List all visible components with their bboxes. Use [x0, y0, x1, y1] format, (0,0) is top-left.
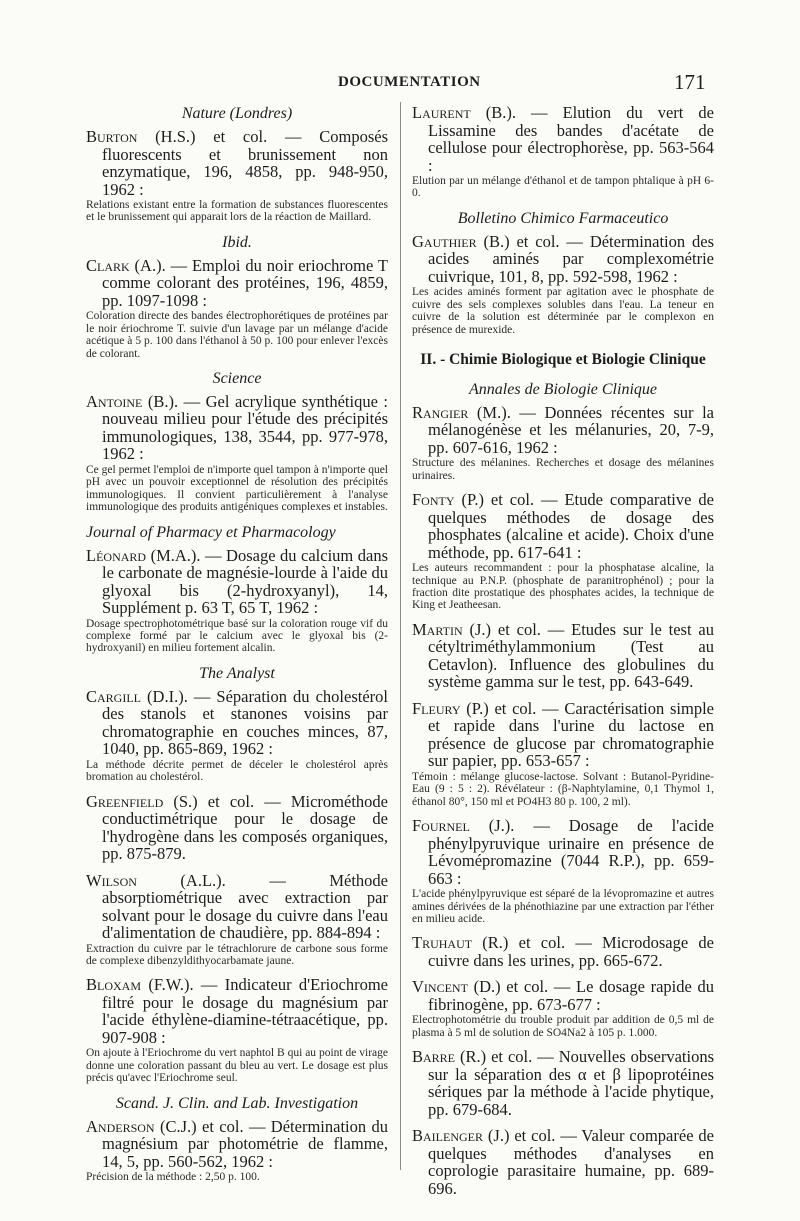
citation — [412, 491, 714, 561]
journal-title: Scand. J. Clin. and Lab. Investigation — [115, 1094, 359, 1112]
bibliography-entry — [412, 978, 714, 1039]
author-name: Léonard — [86, 545, 147, 565]
citation-text: (J.) et col. — Etudes sur le test au cétyltriméthylammonium (Test au Cetavlon). Influence des globulines du système gamma sur le test, pp. 643-649. — [428, 619, 714, 692]
journal-title: Nature (Londres) — [181, 105, 293, 122]
abstract-note: On ajoute à l'Eriochrome du vert naphtol B qui au point de virage donne une coloration passant du bleu au vert. Le dosage est plus précis qu'avec l'Eriochrome seul. — [86, 1047, 388, 1085]
author-name: Fonty — [412, 490, 455, 510]
column-divider — [400, 102, 401, 1170]
citation-text: (P.) et col. — Caractérisation simple et rapide dans l'urine du lactose en présence de glucose par chromatographie sur papier, pp. 653-657 : — [428, 698, 714, 771]
abstract-note: Extraction du cuivre par le tétrachlorure de carbone sous forme de complexe dibenzyldithyocarbamate jaune. — [86, 942, 388, 967]
abstract-note: Coloration directe des bandes électrophorétiques de protéines par le noir ériochrome T. suivie d'un lavage par un mélange d'acide acétique à 5 p. 100 dans l'éthanol à 50 p. 100 pour enlever l'excès de colorant. — [86, 310, 388, 360]
bibliography-entry — [86, 1118, 388, 1184]
citation — [86, 1118, 388, 1171]
citation-text: (J.) et col. — Valeur comparée de quelques méthodes d'analyses en coprologie parasitaire humaine, pp. 689-696. — [428, 1126, 714, 1198]
citation — [412, 104, 714, 174]
abstract-note: Les auteurs recommandent : pour la phosphatase alcaline, la technique au P.N.P. (phosphate de paranitrophénol) ; pour la fraction dite prostatique des phosphates acides, la technique de King et Jeatheesan. — [412, 562, 714, 612]
journal-title: Annales de Biologie Clinique — [469, 380, 657, 398]
author-name: Antoine — [86, 391, 143, 411]
citation — [412, 978, 714, 1013]
citation-text: (P.) et col. — Etude comparative de quelques méthodes de dosage des phosphates (alcaline et acide). Choix d'une méthode, pp. 617-641 : — [428, 490, 714, 562]
citation — [86, 393, 388, 463]
right-column — [412, 104, 714, 1206]
page-number: 171 — [674, 70, 706, 94]
author-name: Bailenger — [412, 1126, 483, 1146]
citation-text: (B.) et col. — Détermination des acides aminés par complexométrie cuivrique, 101, 8, pp. 592-598, 1962 : — [428, 231, 714, 286]
author-name: Fleury — [412, 698, 461, 718]
bibliography-entry — [86, 128, 388, 224]
abstract-note: Relations existant entre la formation de substances fluorescentes et le brunissement qui apparait lors de la réaction de Maillard. — [86, 199, 388, 224]
citation — [86, 128, 388, 198]
author-name: Wilson — [86, 870, 137, 890]
abstract-note: Ce gel permet l'emploi de n'importe quel tampon à n'importe quel pH avec un pouvoir exceptionnel de résolution des précipités immunologiques. Il convient particulièrement à l'analyse immunologique des produits antigéniques complexes et instables. — [86, 463, 388, 514]
citation — [412, 934, 714, 969]
abstract-note: Précision de la méthode : 2,50 p. 100. — [86, 1171, 260, 1184]
citation — [412, 1127, 714, 1197]
author-name: Clark — [86, 255, 130, 275]
citation-text: (A.L.). — Méthode absorptiométrique avec extraction par solvant pour le dosage du cuivre dans l'eau d'alimentation de chaudière, pp. 884-894 : — [102, 870, 388, 943]
author-name: Fournel — [412, 816, 470, 836]
author-name: Laurent — [412, 103, 471, 122]
citation-text: (R.) et col. — Microdosage de cuivre dans les urines, pp. 665-672. — [428, 933, 714, 970]
citation-text: (A.). — Emploi du noir eriochrome T comme colorant des protéines, 196, 4859, pp. 1097-1098 : — [102, 255, 388, 310]
citation — [86, 872, 388, 942]
section-heading: II. - Chimie Biologique et Biologie Clinique — [420, 350, 706, 368]
citation-text: (C.J.) et col. — Détermination du magnésium par photométrie de flamme, 14, 5, pp. 560-562, 1962 : — [102, 1116, 388, 1171]
bibliography-entry — [412, 104, 714, 200]
journal-title: Science — [212, 369, 262, 387]
citation — [86, 688, 388, 758]
citation-text: (B.). — Gel acrylique synthétique : nouveau milieu pour l'étude des précipités immunologiques, 138, 3544, pp. 977-978, 1962 : — [102, 391, 388, 464]
bibliography-entry — [86, 257, 388, 360]
citation — [412, 404, 714, 457]
journal-title: Bolletino Chimico Farmaceutico — [457, 209, 669, 227]
bibliography-entry — [86, 547, 388, 655]
bibliography-entry — [412, 404, 714, 482]
bibliography-entry — [86, 688, 388, 784]
author-name: Truhaut — [412, 933, 473, 953]
author-name: Anderson — [86, 1116, 155, 1136]
author-name: Barre — [412, 1047, 456, 1067]
citation-text: (S.) et col. — Microméthode conductimétrique pour le dosage de l'hydrogène dans les composés organiques, pp. 875-879. — [102, 791, 388, 864]
abstract-note: Dosage spectrophotométrique basé sur la coloration rouge vif du complexe formé par le calcium avec le glyoxal bis (2-hydroxyanil) en milieu fortement alcalin. — [86, 617, 388, 655]
journal-title: Journal of Pharmacy et Pharmacology — [86, 523, 336, 541]
citation — [86, 547, 388, 617]
citation — [412, 621, 714, 691]
abstract-note: Structure des mélanines. Recherches et dosage des mélanines urinaires. — [412, 457, 714, 482]
bibliography-entry — [86, 976, 388, 1084]
citation-text: (B.). — Elution du vert de Lissamine des bandes d'acétate de cellulose pour électrophorèse, pp. 563-564 : — [428, 103, 714, 175]
bibliography-entry — [412, 817, 714, 925]
citation-text: (D.) et col. — Le dosage rapide du fibrinogène, pp. 673-677 : — [428, 977, 714, 1014]
citation — [86, 976, 388, 1046]
abstract-note: L'acide phénylpyruvique est séparé de la lévopromazine et autres amines dérivées de la phénothiazine par une extraction par l'éther en milieu acide. — [412, 888, 714, 925]
bibliography-entry — [412, 1127, 714, 1197]
citation — [412, 233, 714, 286]
citation — [86, 793, 388, 863]
citation-text: (M.). — Données récentes sur la mélanogénèse et les mélanuries, 20, 7-9, pp. 607-616, 1962 : — [428, 402, 714, 457]
abstract-note: Electrophotométrie du trouble produit par addition de 0,5 ml de plasma à 5 ml de solution de SO4Na2 à 105 p. 1.000. — [412, 1014, 714, 1039]
running-head — [0, 70, 800, 96]
abstract-note: Les acides aminés forment par agitation avec le phosphate de cuivre des sels complexes solubles dans l'eau. La teneur en cuivre de la solution est déterminée par le complexon en présence de murexide. — [412, 286, 714, 336]
abstract-note: Elution par un mélange d'éthanol et de tampon phtalique à pH 6-0. — [412, 175, 714, 200]
bibliography-entry — [86, 872, 388, 968]
bibliography-entry — [412, 491, 714, 612]
bibliography-entry — [86, 793, 388, 863]
abstract-note: Témoin : mélange glucose-lactose. Solvant : Butanol-Pyridine-Eau (9 : 5 : 2). Révélateur : (β-Naphtylamine, 0,1 Thymol 1, éthanol 80°, 150 ml et PO4H3 80 p. 100, 2 ml). — [412, 770, 714, 808]
left-column — [86, 104, 388, 1193]
author-name: Gauthier — [412, 231, 477, 251]
author-name: Vincent — [412, 977, 468, 997]
citation — [86, 257, 388, 310]
citation-text: (M.A.). — Dosage du calcium dans le carbonate de magnésie-lourde à l'aide du glyoxal bis (2-hydroxyanyl), 14, Supplément p. 63 T, 65 T, 1962 : — [102, 545, 388, 618]
author-name: Martin — [412, 619, 463, 639]
citation — [412, 817, 714, 887]
author-name: Cargill — [86, 686, 141, 706]
bibliography-entry — [412, 621, 714, 691]
author-name: Rangier — [412, 402, 469, 422]
citation — [412, 700, 714, 770]
author-name: Greenfield — [86, 791, 164, 811]
citation — [412, 1048, 714, 1118]
running-title: DOCUMENTATION — [338, 74, 481, 90]
journal-title: Ibid. — [222, 233, 252, 251]
citation-text: (R.) et col. — Nouvelles observations sur la séparation des α et β lipoprotéines sériques par la méthode à l'acide phytique, pp. 679-684. — [428, 1047, 714, 1119]
journal-title: The Analyst — [199, 664, 275, 682]
bibliography-entry — [412, 233, 714, 336]
abstract-note: La méthode décrite permet de déceler le cholestérol après bromation au cholestérol. — [86, 758, 388, 784]
citation-text: (J.). — Dosage de l'acide phénylpyruvique urinaire en présence de Lévomépromazine (7044 R.P.), pp. 659-663 : — [428, 816, 714, 888]
author-name: Bloxam — [86, 975, 142, 995]
citation-text: (D.I.). — Séparation du cholestérol des stanols et stanones voisins par chromatographie en couches minces, 87, 1040, pp. 865-869, 1962 : — [102, 686, 388, 759]
author-name: Burton — [86, 127, 138, 146]
bibliography-entry — [412, 700, 714, 808]
citation-text: (H.S.) et col. — Composés fluorescents et brunissement non enzymatique, 196, 4858, pp. 948-950, 1962 : — [102, 127, 388, 199]
bibliography-entry — [412, 934, 714, 969]
citation-text: (F.W.). — Indicateur d'Eriochrome filtré pour le dosage du magnésium par l'acide éthylène-diamine-tétraacétique, pp. 907-908 : — [102, 975, 388, 1047]
bibliography-entry — [86, 393, 388, 514]
bibliography-entry — [412, 1048, 714, 1118]
